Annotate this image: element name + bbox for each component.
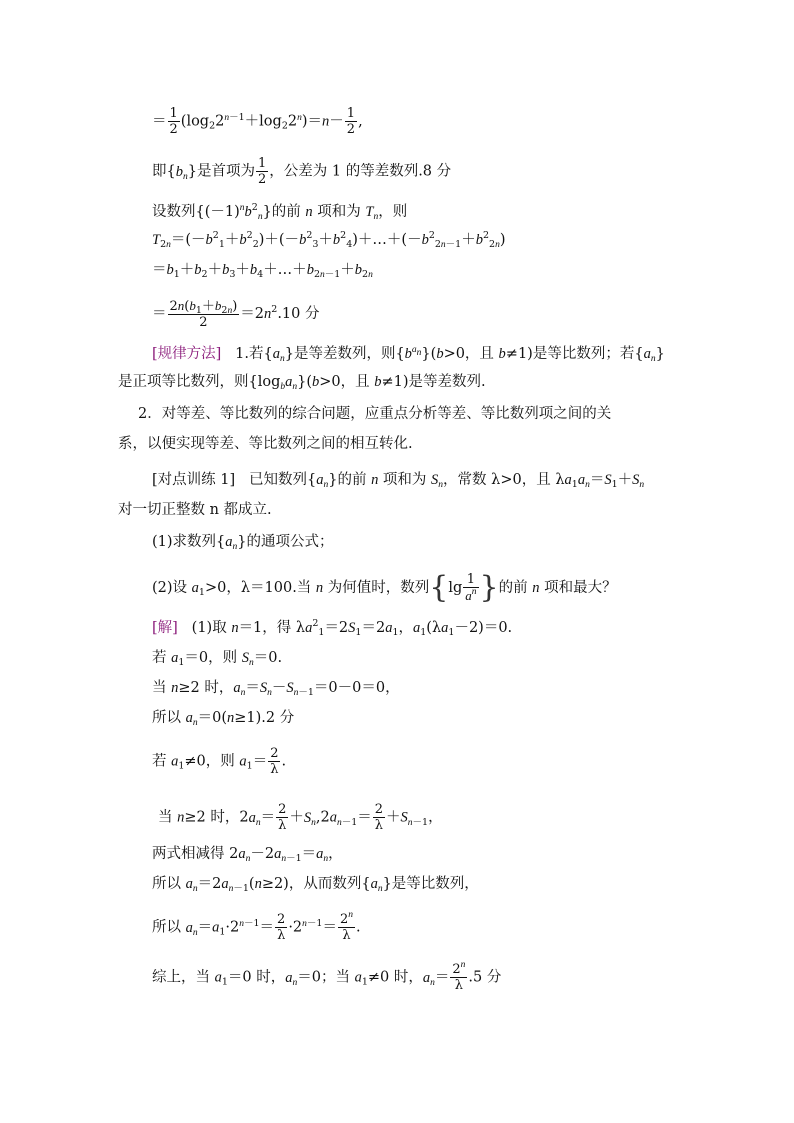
text-line: 若 $a_1\ne 0$，则 $a_1=$ $\frac{2}{\lambda}$ .: [152, 746, 287, 777]
text-line: (2)设 $a_1>0$，λ＝100.当 n 为何值时，数列{lg $\frac{1}{a^n}$ }的前 n 项和最大？: [152, 570, 617, 605]
text-line: 即$\{b_n\}$是首项为 $\frac{1}{2}$ ，公差为 1 的等差数列.8 分: [152, 156, 452, 187]
equation-line: 当 n≥2 时，$2a_n=$ $\frac{2}{\lambda}$ $+S_n,2a_{n-1}=$ $\frac{2}{\lambda}$ $+S_{n-1}$，: [158, 802, 443, 833]
equation-line: $T_{2n}=(-b^2_1+b^2_2)+(-b^2_3+b^2_4)+\dots+(-b^2_{2n-1}+b^2_{2n})$: [152, 230, 506, 250]
text-line: 设数列$\{(-1)^nb^2_n\}$的前 n 项和为 $T_n$，则: [152, 202, 408, 222]
equation-line: ＝ $\frac{1}{2}$ $(\log_22^{n-1}+\log_22^n)=n-$ $\frac{1}{2}$ ,: [152, 106, 363, 137]
solution-paragraph: [解] (1)取 n＝1，得 $\lambda a^2_1=2S_1=2a_1$，$a_1(\lambda a_1-2)=0$.: [152, 618, 513, 638]
rule-method-tag: [规律方法]: [152, 346, 222, 362]
rule-method-paragraph: [规律方法] 1.若$\{a_n\}$是等差数列，则$\{b^{a_n}\}(b>0$，且 b≠1)是等比数列；若$\{a_n\}$: [152, 345, 665, 364]
text-line: (1)求数列$\{a_n\}$的通项公式；: [152, 534, 334, 552]
text-line: 是正项等比数列，则$\{\log_ba_n\}(b>0$，且 b≠1)是等差数列.: [118, 374, 486, 392]
exercise-tag: [对点训练 1]: [152, 472, 236, 488]
text-line: 所以 $a_n=2a_{n-1}(n\ge 2)$，从而数列$\{a_n\}$是等比数列，: [152, 876, 479, 894]
equation-line: $=b_1+b_2+b_3+b_4+\dots+b_{2n-1}+b_{2n}$: [152, 262, 373, 280]
text-line: 所以 $a_n=0(n\ge 1).2$ 分: [152, 710, 295, 728]
equation-line: ＝ $\frac{2n(b_1+b_{2n})}{2}$ $=2n^2.10$ 分: [152, 298, 320, 330]
text-line: 对一切正整数 n 都成立.: [118, 502, 272, 518]
exercise-paragraph: [对点训练 1] 已知数列$\{a_n\}$的前 n 项和为 $S_n$，常数 λ>0，且 $\lambda a_1a_n=S_1+S_n$: [152, 472, 645, 490]
text-line: 2．对等差、等比数列的综合问题，应重点分析等差、等比数列项之间的关: [138, 406, 612, 422]
equation-line: 所以 $a_n=a_1\cdot 2^{n-1}=$ $\frac{2}{\lambda}$ $\cdot 2^{n-1}=$ $\frac{2^n}{\lambda}$ .: [152, 910, 361, 943]
text-line: 综上，当 $a_1=0$ 时，$a_n=0$；当 $a_1\ne 0$ 时，$a_n=$ $\frac{2^n}{\lambda}$ .5 分: [152, 960, 502, 993]
text-line: 当 n≥2 时，$a_n=S_n-S_{n-1}=0-0=0$，: [152, 680, 400, 698]
text-line: 两式相减得 $2a_n-2a_{n-1}=a_n$，: [152, 846, 343, 864]
solution-tag: [解]: [152, 620, 178, 636]
text-line: 若 $a_1=0$，则 $S_n=0$.: [152, 650, 283, 668]
text-line: 系，以便实现等差、等比数列之间的相互转化.: [118, 436, 413, 452]
